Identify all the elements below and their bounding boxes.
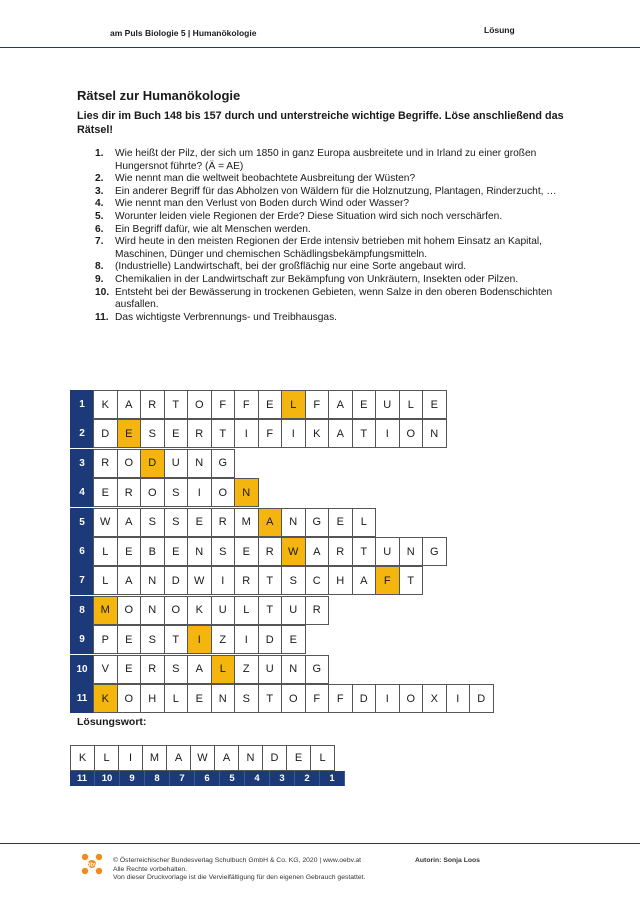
letter-cell: X xyxy=(422,684,447,713)
letter-cell: O xyxy=(281,684,306,713)
letter-cell: I xyxy=(187,478,212,507)
letter-cell: O xyxy=(140,478,165,507)
row-number: 5 xyxy=(70,508,94,537)
solution-letter-cell: W xyxy=(281,537,306,566)
question-number: 6. xyxy=(95,223,104,235)
question-text: Wie nennt man den Verlust von Boden durch Wind oder Wasser? xyxy=(115,198,410,210)
solution-letter: D xyxy=(262,745,287,771)
letter-cell: G xyxy=(305,655,330,684)
letter-cell: T xyxy=(164,625,189,654)
letter-cell: T xyxy=(399,566,424,595)
question-text: Wie heißt der Pilz, der sich um 1850 in ganz Europa ausbreitete und in Irland zu einer großen Hungersnot führte? (Ä = AE) xyxy=(115,148,537,172)
letter-cell: A xyxy=(117,508,142,537)
crossword-row xyxy=(70,390,447,419)
letter-cell: N xyxy=(140,596,165,625)
letter-cell: B xyxy=(140,537,165,566)
crossword-row xyxy=(70,625,306,654)
question-list xyxy=(95,148,565,324)
question-text: Wie nennt man die weltweit beobachtete Ausbreitung der Wüsten? xyxy=(115,173,416,185)
solution-table xyxy=(70,745,345,786)
solution-letter: W xyxy=(190,745,215,771)
letter-cell: N xyxy=(187,537,212,566)
letter-cell: F xyxy=(305,684,330,713)
letter-cell: D xyxy=(469,684,494,713)
question-item xyxy=(95,173,565,186)
letter-cell: T xyxy=(352,537,377,566)
letter-cell: R xyxy=(305,596,330,625)
question-text: Chemikalien in der Landwirtschaft zur Bekämpfung von Unkräutern, Insekten oder Pilzen. xyxy=(115,273,519,285)
letter-cell: S xyxy=(164,508,189,537)
letter-cell: K xyxy=(93,390,118,419)
solution-letter-cell: D xyxy=(140,449,165,478)
solution-letter-cell: N xyxy=(234,478,259,507)
letter-cell: E xyxy=(352,390,377,419)
solution-numbers-row xyxy=(70,771,345,786)
letter-cell: F xyxy=(211,390,236,419)
letter-cell: E xyxy=(328,508,353,537)
letter-cell: H xyxy=(140,684,165,713)
letter-cell: E xyxy=(164,419,189,448)
solution-number: 10 xyxy=(95,771,120,786)
letter-cell: W xyxy=(187,566,212,595)
question-item xyxy=(95,312,565,325)
footer-author: Autorin: Sonja Loos xyxy=(415,857,480,864)
letter-cell: F xyxy=(234,390,259,419)
letter-cell: O xyxy=(117,684,142,713)
letter-cell: N xyxy=(422,419,447,448)
solution-letter-cell: F xyxy=(375,566,400,595)
crossword-row xyxy=(70,449,235,478)
letter-cell: E xyxy=(187,684,212,713)
solution-letter: K xyxy=(70,745,95,771)
question-item xyxy=(95,186,565,199)
row-number: 11 xyxy=(70,684,94,713)
letter-cell: I xyxy=(211,566,236,595)
row-number: 2 xyxy=(70,419,94,448)
question-text: Das wichtigste Verbrennungs- und Treibhausgas. xyxy=(115,311,337,323)
letter-cell: S xyxy=(164,478,189,507)
letter-cell: W xyxy=(93,508,118,537)
letter-cell: R xyxy=(211,508,236,537)
letter-cell: S xyxy=(140,508,165,537)
letter-cell: F xyxy=(258,419,283,448)
letter-cell: L xyxy=(352,508,377,537)
letter-cell: I xyxy=(281,419,306,448)
letter-cell: O xyxy=(187,390,212,419)
letter-cell: T xyxy=(352,419,377,448)
letter-cell: U xyxy=(258,655,283,684)
letter-cell: F xyxy=(305,390,330,419)
footer-line: Von dieser Druckvorlage ist die Vervielfältigung für den eigenen Gebrauch gestattet. xyxy=(113,874,366,882)
letter-cell: L xyxy=(164,684,189,713)
crossword-row xyxy=(70,508,376,537)
letter-cell: L xyxy=(93,537,118,566)
letter-cell: N xyxy=(281,655,306,684)
row-number: 1 xyxy=(70,390,94,419)
question-text: Worunter leiden viele Regionen der Erde? Diese Situation wird sich noch verschärfen. xyxy=(115,210,503,222)
solution-number: 5 xyxy=(220,771,245,786)
question-item xyxy=(95,198,565,211)
footer-divider xyxy=(0,843,640,844)
letter-cell: R xyxy=(93,449,118,478)
letter-cell: R xyxy=(187,419,212,448)
solution-letter-cell: L xyxy=(281,390,306,419)
question-text: Entsteht bei der Bewässerung in trockenen Gebieten, wenn Salze in den oberen Bodenschichten ausfallen. xyxy=(115,286,553,311)
question-item xyxy=(95,236,565,261)
letter-cell: T xyxy=(258,684,283,713)
question-number: 5. xyxy=(95,210,104,222)
letter-cell: Z xyxy=(234,655,259,684)
letter-cell: R xyxy=(328,537,353,566)
solution-letter-cell: A xyxy=(258,508,283,537)
solution-letters-row xyxy=(70,745,345,771)
instructions: Lies dir im Buch 148 bis 157 durch und unterstreiche wichtige Begriffe. Löse anschließend das Rätsel! xyxy=(77,110,564,136)
letter-cell: U xyxy=(375,537,400,566)
letter-cell: E xyxy=(258,390,283,419)
letter-cell: K xyxy=(305,419,330,448)
crossword-row xyxy=(70,596,329,625)
letter-cell: G xyxy=(211,449,236,478)
letter-cell: I xyxy=(234,419,259,448)
solution-label: Lösungswort: xyxy=(77,716,147,728)
question-number: 7. xyxy=(95,236,104,248)
solution-letter-cell: M xyxy=(93,596,118,625)
letter-cell: R xyxy=(258,537,283,566)
solution-letter: L xyxy=(310,745,335,771)
letter-cell: O xyxy=(399,419,424,448)
letter-cell: U xyxy=(375,390,400,419)
question-text: Ein anderer Begriff für das Abholzen von Wäldern für die Holznutzung, Plantagen, Rinderzucht, … xyxy=(115,185,557,197)
letter-cell: E xyxy=(422,390,447,419)
question-text: Ein Begriff dafür, wie alt Menschen werden. xyxy=(115,223,311,235)
letter-cell: A xyxy=(328,390,353,419)
header-divider xyxy=(0,47,640,48)
solution-number: 3 xyxy=(270,771,295,786)
letter-cell: T xyxy=(258,566,283,595)
letter-cell: G xyxy=(422,537,447,566)
letter-cell: U xyxy=(211,596,236,625)
letter-cell: N xyxy=(187,449,212,478)
letter-cell: E xyxy=(117,537,142,566)
solution-letter: L xyxy=(94,745,119,771)
question-item xyxy=(95,148,565,173)
letter-cell: L xyxy=(93,566,118,595)
letter-cell: A xyxy=(328,419,353,448)
letter-cell: U xyxy=(164,449,189,478)
question-number: 4. xyxy=(95,198,104,210)
letter-cell: A xyxy=(117,566,142,595)
solution-number: 9 xyxy=(120,771,145,786)
letter-cell: K xyxy=(187,596,212,625)
letter-cell: S xyxy=(234,684,259,713)
crossword-row xyxy=(70,684,494,713)
letter-cell: A xyxy=(352,566,377,595)
crossword-row xyxy=(70,655,329,684)
letter-cell: A xyxy=(305,537,330,566)
footer-copyright xyxy=(113,857,365,883)
letter-cell: G xyxy=(305,508,330,537)
question-number: 11. xyxy=(95,311,109,323)
question-item xyxy=(95,274,565,287)
crossword-row xyxy=(70,537,447,566)
letter-cell: I xyxy=(375,419,400,448)
solution-letter: E xyxy=(286,745,311,771)
letter-cell: H xyxy=(328,566,353,595)
solution-letter: A xyxy=(166,745,191,771)
letter-cell: O xyxy=(117,596,142,625)
letter-cell: N xyxy=(211,684,236,713)
solution-letter-cell: K xyxy=(93,684,118,713)
letter-cell: Z xyxy=(211,625,236,654)
letter-cell: R xyxy=(140,390,165,419)
crossword-row xyxy=(70,478,259,507)
letter-cell: T xyxy=(164,390,189,419)
question-number: 1. xyxy=(95,148,104,159)
letter-cell: I xyxy=(446,684,471,713)
crossword-row xyxy=(70,419,447,448)
solution-letter-cell: L xyxy=(211,655,236,684)
solution-letter: M xyxy=(142,745,167,771)
solution-number: 4 xyxy=(245,771,270,786)
letter-cell: E xyxy=(117,655,142,684)
letter-cell: F xyxy=(328,684,353,713)
letter-cell: D xyxy=(258,625,283,654)
letter-cell: M xyxy=(234,508,259,537)
logo-text: öbv xyxy=(86,862,98,869)
letter-cell: S xyxy=(140,625,165,654)
crossword-row xyxy=(70,566,423,595)
solution-letter-cell: E xyxy=(117,419,142,448)
question-number: 3. xyxy=(95,185,104,197)
question-text: (Industrielle) Landwirtschaft, bei der großflächig nur eine Sorte angebaut wird. xyxy=(115,261,467,273)
letter-cell: S xyxy=(281,566,306,595)
footer-line: © Österreichischer Bundesverlag Schulbuch GmbH & Co. KG, 2020 | www.oebv.at xyxy=(113,857,362,864)
footer-line: Alle Rechte vorbehalten. xyxy=(113,865,188,873)
header-solution-label: Lösung xyxy=(484,25,515,35)
question-number: 9. xyxy=(95,273,104,285)
letter-cell: T xyxy=(258,596,283,625)
question-item xyxy=(95,261,565,274)
question-item xyxy=(95,224,565,237)
question-text: Wird heute in den meisten Regionen der Erde intensiv betrieben mit hohem Einsatz an Kapital, Maschinen, Dünger und chemischen Schädlingsbekämpfungsmitteln. xyxy=(115,236,542,260)
letter-cell: E xyxy=(117,625,142,654)
letter-cell: V xyxy=(93,655,118,684)
page-title: Rätsel zur Humanökologie xyxy=(77,88,241,103)
letter-cell: O xyxy=(399,684,424,713)
row-number: 4 xyxy=(70,478,94,507)
letter-cell: E xyxy=(281,625,306,654)
row-number: 6 xyxy=(70,537,94,566)
row-number: 9 xyxy=(70,625,94,654)
solution-number: 6 xyxy=(195,771,220,786)
solution-number: 7 xyxy=(170,771,195,786)
letter-cell: P xyxy=(93,625,118,654)
letter-cell: S xyxy=(164,655,189,684)
row-number: 3 xyxy=(70,449,94,478)
letter-cell: R xyxy=(140,655,165,684)
question-item xyxy=(95,287,565,312)
publisher-logo-icon xyxy=(80,852,104,882)
question-number: 8. xyxy=(95,261,104,273)
solution-number: 1 xyxy=(320,771,345,786)
header-book-title: am Puls Biologie 5 | Humanökologie xyxy=(110,28,257,38)
question-number: 10. xyxy=(95,286,110,298)
solution-number: 11 xyxy=(70,771,95,786)
row-number: 8 xyxy=(70,596,94,625)
solution-letter: N xyxy=(238,745,263,771)
letter-cell: L xyxy=(234,596,259,625)
letter-cell: O xyxy=(164,596,189,625)
solution-letter: I xyxy=(118,745,143,771)
letter-cell: O xyxy=(211,478,236,507)
letter-cell: D xyxy=(93,419,118,448)
letter-cell: D xyxy=(352,684,377,713)
letter-cell: O xyxy=(117,449,142,478)
letter-cell: U xyxy=(281,596,306,625)
solution-letter-cell: I xyxy=(187,625,212,654)
letter-cell: R xyxy=(234,566,259,595)
letter-cell: A xyxy=(187,655,212,684)
letter-cell: A xyxy=(117,390,142,419)
letter-cell: N xyxy=(140,566,165,595)
solution-number: 2 xyxy=(295,771,320,786)
row-number: 10 xyxy=(70,655,94,684)
question-number: 2. xyxy=(95,173,104,185)
letter-cell: N xyxy=(281,508,306,537)
letter-cell: T xyxy=(211,419,236,448)
letter-cell: I xyxy=(234,625,259,654)
letter-cell: D xyxy=(164,566,189,595)
letter-cell: C xyxy=(305,566,330,595)
letter-cell: S xyxy=(140,419,165,448)
letter-cell: S xyxy=(211,537,236,566)
letter-cell: N xyxy=(399,537,424,566)
letter-cell: I xyxy=(375,684,400,713)
letter-cell: E xyxy=(164,537,189,566)
solution-letter: A xyxy=(214,745,239,771)
letter-cell: E xyxy=(187,508,212,537)
solution-number: 8 xyxy=(145,771,170,786)
letter-cell: R xyxy=(117,478,142,507)
letter-cell: E xyxy=(93,478,118,507)
letter-cell: E xyxy=(234,537,259,566)
letter-cell: L xyxy=(399,390,424,419)
row-number: 7 xyxy=(70,566,94,595)
question-item xyxy=(95,211,565,224)
